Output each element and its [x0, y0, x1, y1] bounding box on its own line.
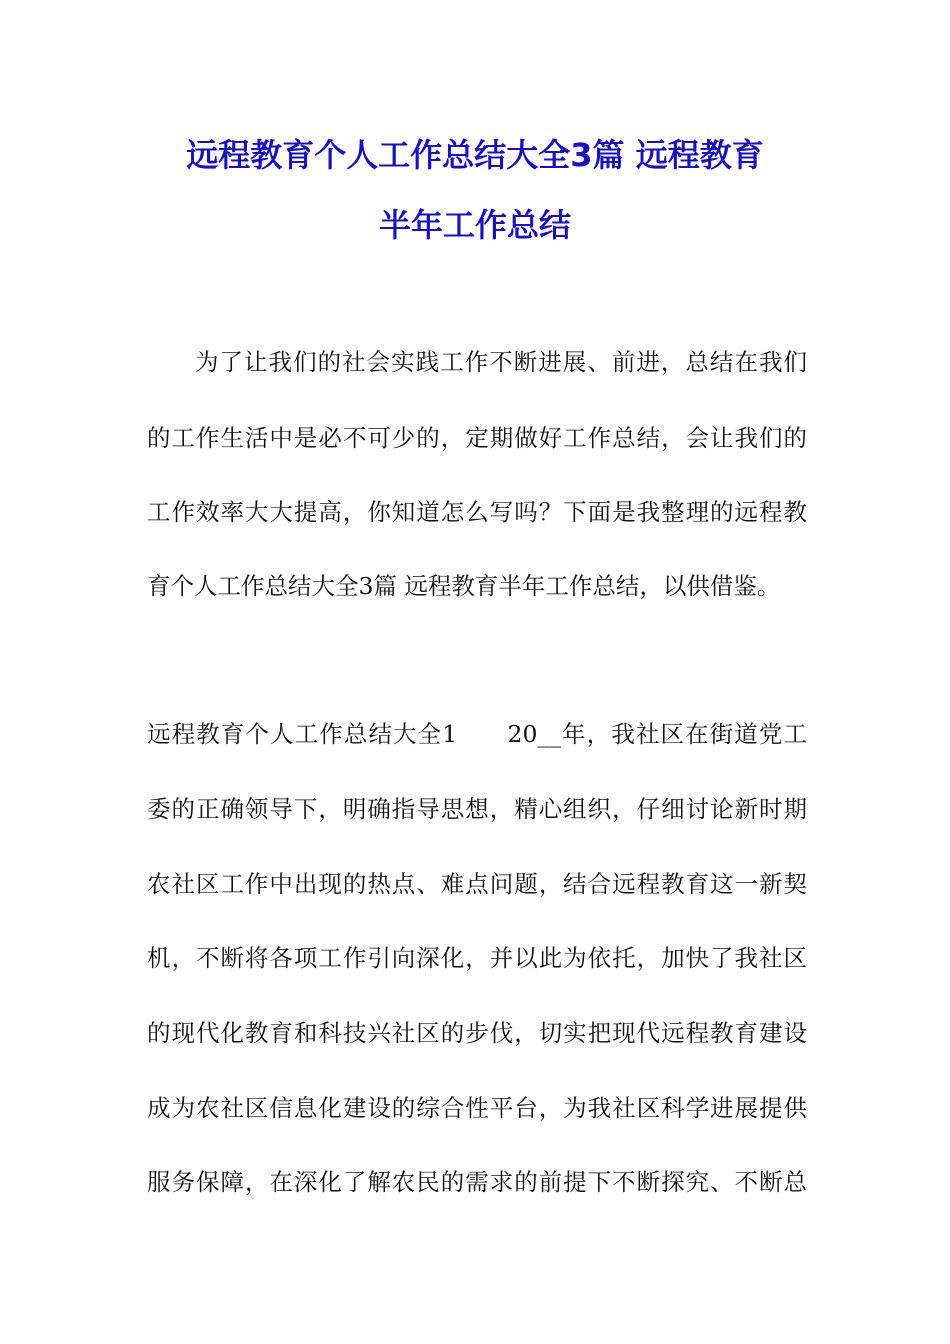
document-title-line-1: 远程教育个人工作总结大全3篇 远程教育 [186, 136, 764, 174]
section-paragraph-line: 的现代化教育和科技兴社区的步伐，切实把现代远程教育建设 [147, 1019, 807, 1047]
section-paragraph-line: 农社区工作中出现的热点、难点问题，结合远程教育这一新契 [147, 870, 807, 898]
intro-paragraph-line: 的工作生活中是必不可少的，定期做好工作总结，会让我们的 [147, 424, 807, 452]
intro-paragraph-line: 工作效率大大提高，你知道怎么写吗？下面是我整理的远程教 [147, 498, 807, 526]
intro-paragraph-line: 为了让我们的社会实践工作不断进展、前进，总结在我们 [195, 348, 807, 376]
section-paragraph-line: 机，不断将各项工作引向深化，并以此为依托，加快了我社区 [147, 944, 807, 972]
intro-paragraph-line: 育个人工作总结大全3篇 远程教育半年工作总结，以供借鉴。 [147, 572, 781, 600]
section-paragraph-line: 成为农社区信息化建设的综合性平台，为我社区科学进展提供 [147, 1094, 807, 1122]
section-paragraph-line: 委的正确领导下，明确指导思想，精心组织，仔细讨论新时期 [147, 795, 807, 823]
section-paragraph-line: 远程教育个人工作总结大全1 20__年，我社区在街道党工 [147, 720, 807, 748]
document-title-line-2: 半年工作总结 [378, 206, 571, 244]
section-paragraph-line: 服务保障，在深化了解农民的需求的前提下不断探究、不断总 [147, 1168, 807, 1196]
